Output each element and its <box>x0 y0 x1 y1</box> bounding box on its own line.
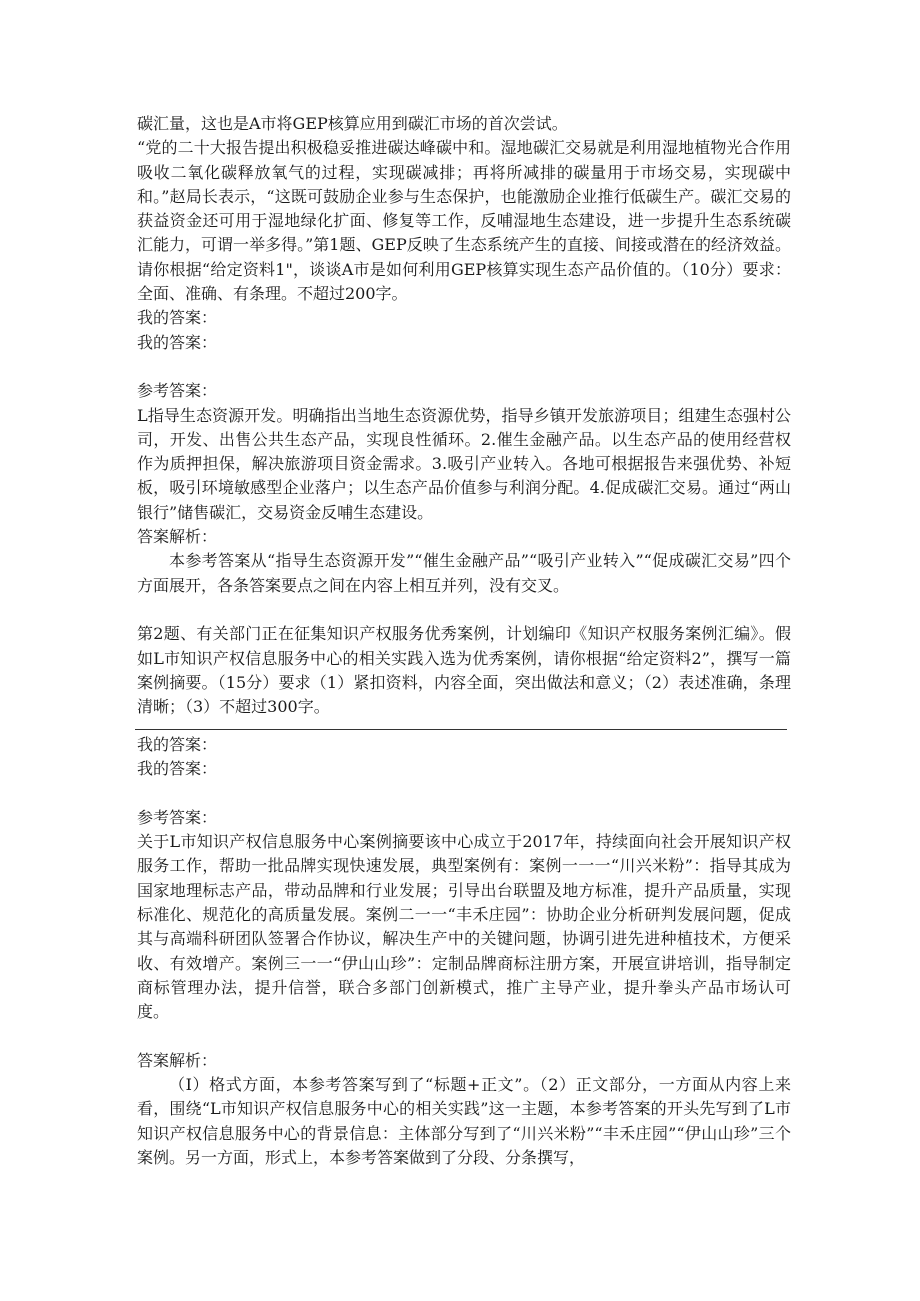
my-answer-label: 我的答案： <box>137 308 218 328</box>
intro-line: 碳汇量，这也是A市将GEP核算应用到碳汇市场的首次尝试。 <box>137 114 568 133</box>
answer-analysis-label: 答案解析： <box>137 527 218 547</box>
answer-analysis-text: （I）格式方面，本参考答案写到了“标题+正文”。（2）正文部分，一方面从内容上来看，围绕“L市知识产权信息服务中心的相关实践”这一主题，本参考答案的开头先写到了L市知识产权信息服务中心的背景信息：主体部分写到了“川兴米粉”“丰禾庄园”“伊山山珍”三个案例。另一方面，形式上，本参考答案做到了分段、分条撰写， <box>137 1075 791 1168</box>
section-question-2-answer <box>137 733 791 1170</box>
question-2-text: 第2题、有关部门正在征集知识产权服务优秀案例，计划编印《知识产权服务案例汇编》。假如L市知识产权信息服务中心的相关实践入选为优秀案例，请你根据“给定资料2”，撰写一篇案例摘要。（15分）要求（1）紧扣资料，内容全面，突出做法和意义；（2）表述准确，条理清晰；（3）不超过300字。 <box>137 624 791 717</box>
answer-divider-line <box>135 729 787 730</box>
spacer <box>137 355 791 379</box>
question-1-text: “党的二十大报告提出积极稳妥推进碳达峰碳中和。湿地碳汇交易就是利用湿地植物光合作用吸收二氧化碳释放氧气的过程，实现碳减排；再将所减排的碳量用于市场交易，实现碳中和。”赵局长表示，“这既可鼓励企业参与生态保护，也能激励企业推行低碳生产。碳汇交易的获益资金还可用于湿地绿化扩面、修复等工作，反哺湿地生态建设，进一步提升生态系统碳汇能力，可谓一举多得。”第1题、GEP反映了生态系统产生的直接、间接或潜在的经济效益。请你根据“给定资料1"，谈谈A市是如何利用GEP核算实现生态产品价值的。（10分）要求：全面、准确、有条理。不超过200字。 <box>137 138 791 304</box>
answer-analysis-text: 本参考答案从“指导生态资源开发”“催生金融产品”“吸引产业转入”“促成碳汇交易”四个方面展开，各条答案要点之间在内容上相互并列，没有交叉。 <box>137 551 791 595</box>
my-answer-label: 我的答案： <box>137 332 218 352</box>
reference-answer-text: 关于L市知识产权信息服务中心案例摘要该中心成立于2017年，持续面向社会开展知识产权服务工作，帮助一批品牌实现快速发展，典型案例有：案例一一一“川兴米粉”：指导其成为国家地理标志产品，带动品牌和行业发展；引导出台联盟及地方标准，提升产品质量，实现标准化、规范化的高质量发展。案例二一一“丰禾庄园”：协助企业分析研判发展问题，促成其与高端科研团队签署合作协议，解决生产中的关键问题，协调引进先进种植技术，方便采收、有效增产。案例三一一“伊山山珍”：定制品牌商标注册方案，开展宣讲培训，指导制定商标管理办法，提升信誉，联合多部门创新模式，推广主导产业，提升拳头产品市场认可度。 <box>137 832 791 1022</box>
reference-answer-label: 参考答案： <box>137 381 218 401</box>
spacer <box>137 598 791 622</box>
reference-answer-text: L指导生态资源开发。明确指出当地生态资源优势，指导乡镇开发旅游项目；组建生态强村公司，开发、出售公共生态产品，实现良性循环。2.催生金融产品。以生态产品的使用经营权作为质押担保，解决旅游项目资金需求。3.吸引产业转入。各地可根据报告来强优势、补短板，吸引环境敏感型企业落户；以生态产品价值参与利润分配。4.促成碳汇交易。通过“两山银行”储售碳汇，交易资金反哺生态建设。 <box>137 405 791 522</box>
section-question-1 <box>137 112 791 719</box>
reference-answer-label: 参考答案： <box>137 807 218 827</box>
spacer <box>137 1025 791 1049</box>
spacer <box>137 782 791 806</box>
answer-analysis-label: 答案解析： <box>137 1050 218 1070</box>
my-answer-label: 我的答案： <box>137 759 218 779</box>
my-answer-label: 我的答案： <box>137 735 218 754</box>
